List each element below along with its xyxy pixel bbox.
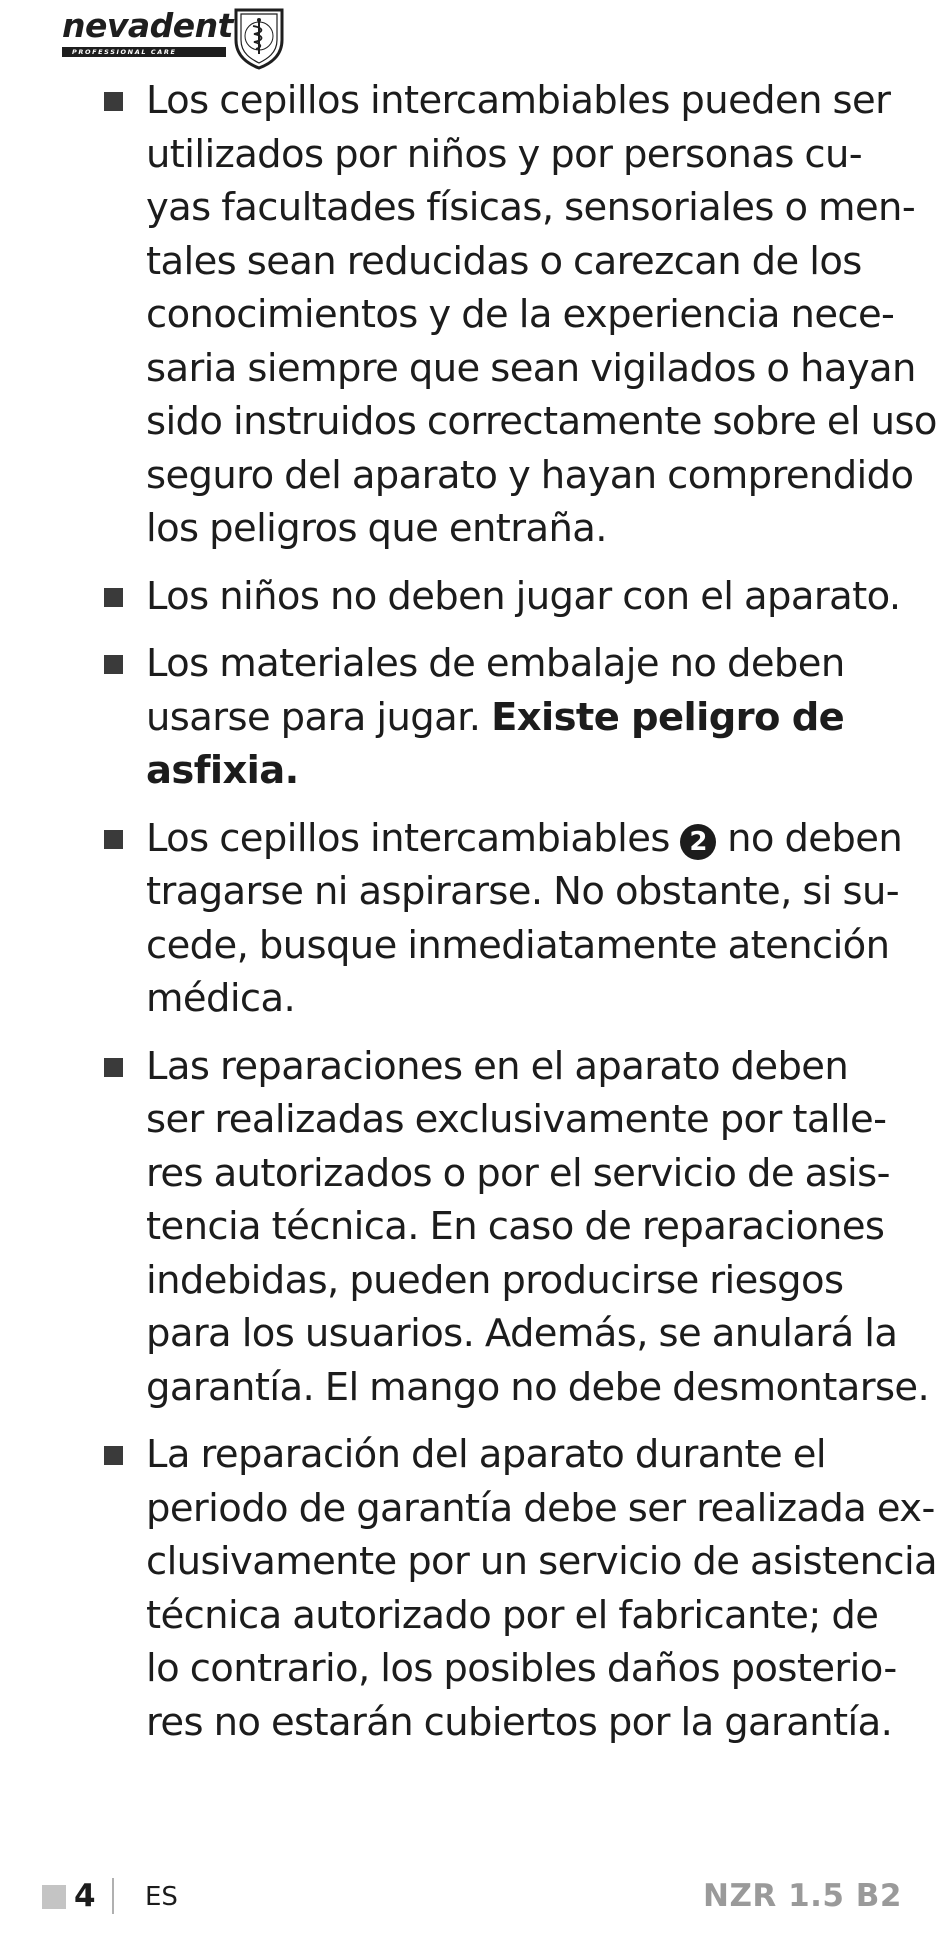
text-line: los peligros que entraña.	[146, 506, 607, 551]
square-bullet-icon	[104, 1058, 123, 1077]
text-line: técnica autorizado por el fabricante; de	[146, 1592, 879, 1638]
text-line: Los materiales de embalaje no deben	[146, 641, 845, 686]
text-fragment: no deben	[716, 815, 903, 861]
list-item	[0, 74, 937, 556]
text-line: garantía. El mango no debe desmontarse.	[146, 1364, 930, 1410]
text-line: La reparación del aparato durante el	[146, 1432, 826, 1477]
page-marker-square	[42, 1885, 66, 1909]
circled-number-icon: 2	[680, 824, 716, 860]
text-line: utilizados por niños y por personas cu-	[146, 131, 863, 177]
safety-instructions	[0, 74, 950, 1763]
text-line: Los niños no deben jugar con el aparato.	[146, 573, 901, 619]
text-line: médica.	[146, 976, 296, 1021]
text-line: cede, busque inmediatamente atención	[146, 922, 890, 968]
text-line: res no estarán cubiertos por la garantía.	[146, 1699, 893, 1745]
brand-name: nevadent	[62, 6, 233, 45]
text-line: periodo de garantía debe ser realizada ex-	[146, 1485, 935, 1531]
text-line: tragarse ni aspirarse. No obstante, si su-	[146, 869, 900, 914]
text-line: saria siempre que sean vigilados o hayan	[146, 345, 916, 391]
warning-text: Existe peligro de	[491, 694, 845, 740]
dental-seal-icon	[228, 6, 290, 70]
text-line: conocimientos y de la experiencia nece-	[146, 292, 895, 337]
text-line: para los usuarios. Además, se anulará la	[146, 1311, 898, 1356]
text-line: sido instruidos correctamente sobre el uso	[146, 399, 937, 444]
list-item	[0, 812, 903, 1026]
text-line: seguro del aparato y hayan comprendido	[146, 452, 914, 498]
text-line: tencia técnica. En caso de reparaciones	[146, 1204, 885, 1249]
text-fragment: Los cepillos intercambiables	[146, 815, 681, 861]
page-number: 4	[74, 1878, 96, 1914]
text-line: indebidas, pueden producirse riesgos	[146, 1257, 844, 1303]
list-item	[0, 637, 891, 798]
text-line: Las reparaciones en el aparato deben	[146, 1043, 849, 1089]
footer-divider	[112, 1878, 114, 1914]
text-line: clusivamente por un servicio de asistencia	[146, 1539, 938, 1584]
square-bullet-icon	[104, 830, 123, 849]
text-line: ser realizadas exclusivamente por talle-	[146, 1097, 887, 1142]
square-bullet-icon	[104, 92, 123, 111]
square-bullet-icon	[104, 655, 123, 674]
text-line: res autorizados o por el servicio de asis-	[146, 1150, 890, 1196]
text-line: Los cepillos intercambiables pueden ser	[146, 78, 891, 123]
list-item	[0, 1040, 930, 1415]
text-line: yas facultades físicas, sensoriales o men-	[146, 185, 916, 230]
list-item	[0, 1428, 938, 1749]
square-bullet-icon	[104, 588, 123, 607]
text-line	[146, 812, 903, 866]
square-bullet-icon	[104, 1446, 123, 1465]
text-line	[146, 691, 891, 745]
brand-logo	[62, 6, 302, 72]
text-line: tales sean reducidas o carezcan de los	[146, 238, 862, 284]
text-fragment: usarse para jugar.	[146, 694, 492, 740]
brand-tagline: PROFESSIONAL CARE	[72, 48, 177, 56]
language-code: ES	[145, 1882, 178, 1912]
warning-text: asfixia.	[146, 748, 299, 793]
model-number: NZR 1.5 B2	[703, 1878, 902, 1914]
text-line: lo contrario, los posibles daños posterio-	[146, 1646, 897, 1691]
list-item	[0, 570, 901, 624]
